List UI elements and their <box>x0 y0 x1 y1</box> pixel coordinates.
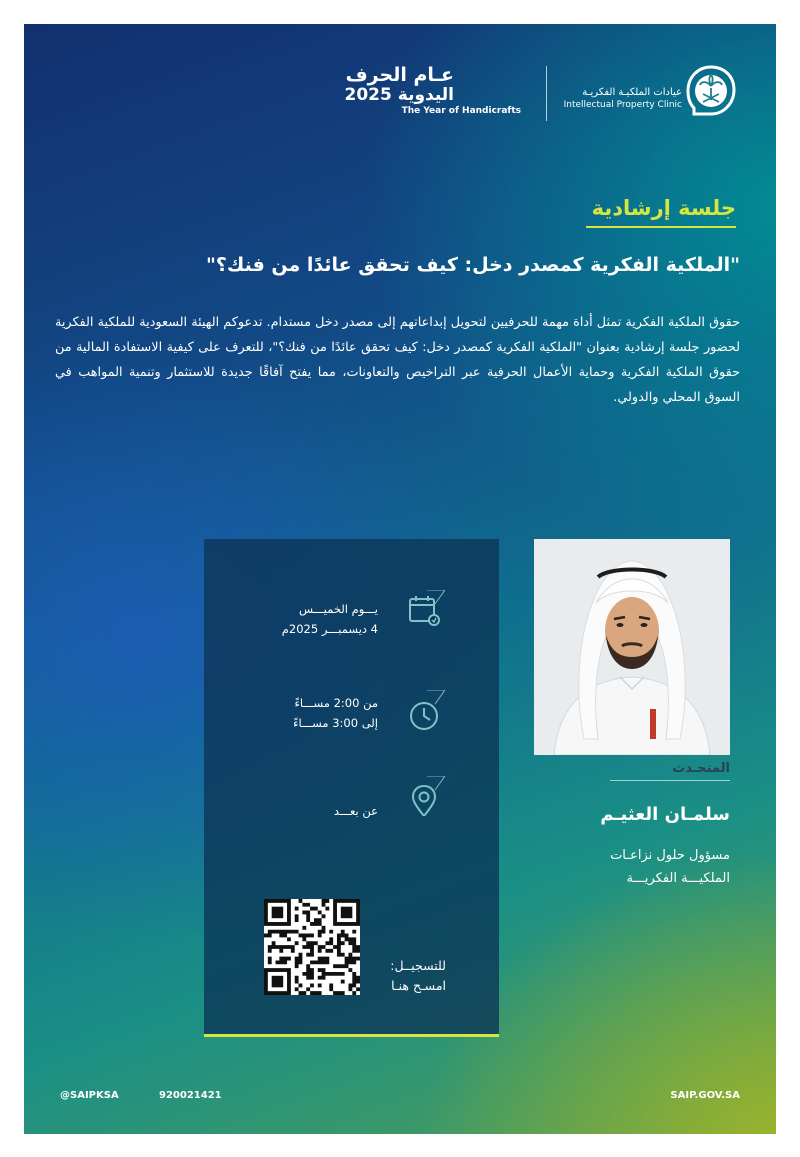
speaker-role-line1: مسؤول حلول نزاعـات <box>610 848 730 863</box>
registration-scan-here: امسـح هنـا <box>391 978 446 993</box>
event-date: 4 ديسمبـــر 2025م <box>281 622 378 636</box>
speaker-label: المتحـدث <box>672 761 730 776</box>
event-time-from: من 2:00 مســـاءً <box>294 696 378 710</box>
session-description: حقوق الملكية الفكرية تمثل أداة مهمة للحرفيين لتحويل إبداعاتهم إلى مصدر دخل مستدام. تدعوكم الهيئة السعودية للملكية الفكرية لحضور جلسة إرشادية بعنوان "الملكية الفكرية كمصدر دخل: كيف تحقق عائدًا من فنك؟"، للتعرف على كيفية الاستفادة المالية من حقوق الملكية الفكرية وحماية الأعمال الحرفية عبر التراخيص والتعاونات، مما يفتح آفاقًا جديدة للاستثمار وتنمية المواهب في السوق المحلي والدولي. <box>55 315 740 405</box>
social-handle[interactable]: @SAIPKSA <box>60 1090 119 1101</box>
website-link[interactable]: SAIP.GOV.SA <box>670 1090 740 1101</box>
year-of-handicrafts-arabic-line1: عـام الحرف <box>345 64 454 86</box>
year-of-handicrafts-arabic-line2: اليدوية 2025 <box>344 85 454 105</box>
event-location: عن بعـــد <box>333 804 378 818</box>
header-divider <box>546 66 547 121</box>
panel-accent-line <box>204 1034 499 1037</box>
clock-icon <box>405 690 445 730</box>
speaker-name: سلمـان العثيـم <box>600 804 730 825</box>
calendar-icon <box>405 590 445 630</box>
saip-logo-icon <box>684 64 738 118</box>
session-underline <box>586 226 736 228</box>
location-pin-icon <box>405 776 445 816</box>
session-title: "الملكية الفكرية كمصدر دخل: كيف تحقق عائدًا من فنك؟" <box>205 254 740 276</box>
speaker-photo <box>534 539 730 755</box>
clinic-name-english: Intellectual Property Clinic <box>563 100 682 110</box>
speaker-role-line2: الملكيـــة الفكريـــة <box>626 871 730 886</box>
registration-label: للتسجيــل: <box>390 958 446 973</box>
clinic-name-arabic: عيادات الملكيـة الفكريـة <box>582 87 682 98</box>
registration-qr-code[interactable] <box>264 899 360 995</box>
event-time-to: إلى 3:00 مســـاءً <box>293 716 378 730</box>
speaker-label-divider <box>610 780 730 781</box>
registration-instructions <box>390 956 446 996</box>
year-of-handicrafts-english: The Year of Handicrafts <box>401 106 521 116</box>
session-type-label: جلسة إرشادية <box>591 196 736 220</box>
event-day: يـــوم الخميـــس <box>298 602 378 616</box>
speaker-role <box>610 844 730 890</box>
poster <box>24 24 776 1134</box>
phone-number[interactable]: 920021421 <box>159 1090 222 1101</box>
